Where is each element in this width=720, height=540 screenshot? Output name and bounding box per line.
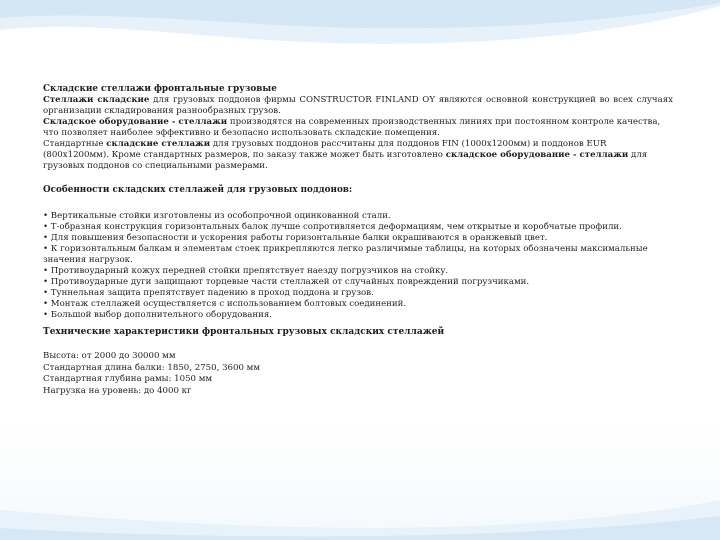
list-item: • Противоударные дуги защищают торцевые части стеллажей от случайных повреждений погрузчиками. bbox=[43, 277, 530, 287]
specs-heading: Технические характеристики фронтальных грузовых складских стеллажей bbox=[43, 327, 445, 337]
intro-paragraph-3-text-b: для грузовых поддонов рассчитаны для поддонов FIN (1000x1200мм) и поддонов EUR (800x1200мм). Кроме стандартных размеров, по заказу также может быть изготовлено bbox=[43, 139, 607, 160]
list-item: • Монтаж стеллажей осуществляется с использованием болтовых соединений. bbox=[43, 299, 407, 309]
list-item: • Большой выбор дополнительного оборудования. bbox=[43, 310, 272, 320]
bottom-wave-decoration bbox=[0, 480, 720, 540]
list-item: • К горизонтальным балкам и элементам стоек прикрепляются легко различимые таблицы, на которых обозначены максимальные значения нагрузок. bbox=[43, 244, 648, 265]
list-item: • Т-образная конструкция горизонтальных балок лучше сопротивляется деформациям, чем открытые и коробчатые профили. bbox=[43, 222, 622, 232]
document-body bbox=[43, 84, 673, 397]
intro-paragraph-3 bbox=[43, 139, 673, 172]
intro-paragraph-1-bold: Стеллажи складские bbox=[43, 95, 150, 105]
intro-paragraph-3-text-a: Стандартные bbox=[43, 139, 107, 149]
list-item: • Противоударный кожух передней стойки препятствует наезду погрузчиков на стойку. bbox=[43, 266, 449, 276]
list-item: • Для повышения безопасности и ускорения работы горизонтальные балки окрашиваются в оранжевый цвет. bbox=[43, 233, 548, 243]
list-item: • Вертикальные стойки изготовлены из особопрочной оцинкованной стали. bbox=[43, 211, 391, 221]
intro-paragraph-2-bold: Складское оборудование - стеллажи bbox=[43, 117, 228, 127]
intro-paragraph-2-text: производятся на современных производственных линиях при постоянном контроле качества, что позволяет наиболее эффективно и безопасно использовать складские помещения. bbox=[43, 117, 661, 138]
spec-line: Нагрузка на уровень: до 4000 кг bbox=[43, 385, 192, 396]
spec-line: Стандартная глубина рамы: 1050 мм bbox=[43, 374, 213, 384]
intro-paragraph-3-text-c: для грузовых поддонов со специальными размерами. bbox=[43, 150, 648, 171]
top-wave-decoration bbox=[0, 0, 720, 70]
spec-line: Высота: от 2000 до 30000 мм bbox=[43, 351, 176, 361]
spec-line: Стандартная длина балки: 1850, 2750, 3600 мм bbox=[43, 362, 261, 373]
intro-paragraph-2 bbox=[43, 117, 673, 139]
intro-paragraph-3-bold-2: складское оборудование - стеллажи bbox=[445, 150, 629, 160]
intro-paragraph-1-text: для грузовых поддонов фирмы CONSTRUCTOR FINLAND OY являются основной конструкцией во всех случаях организации складирования разнообразных грузов. bbox=[43, 95, 673, 116]
list-item: • Туннельная защита препятствует падению в проход поддона и грузов. bbox=[43, 288, 374, 298]
specs-list bbox=[43, 351, 673, 397]
features-list bbox=[43, 211, 673, 321]
intro-paragraph-1 bbox=[43, 95, 673, 117]
features-heading: Особенности складских стеллажей для грузовых поддонов: bbox=[43, 185, 353, 195]
page-title: Складские стеллажи фронтальные грузовые bbox=[43, 84, 277, 94]
intro-paragraph-3-bold-1: складские стеллажи bbox=[106, 139, 211, 149]
